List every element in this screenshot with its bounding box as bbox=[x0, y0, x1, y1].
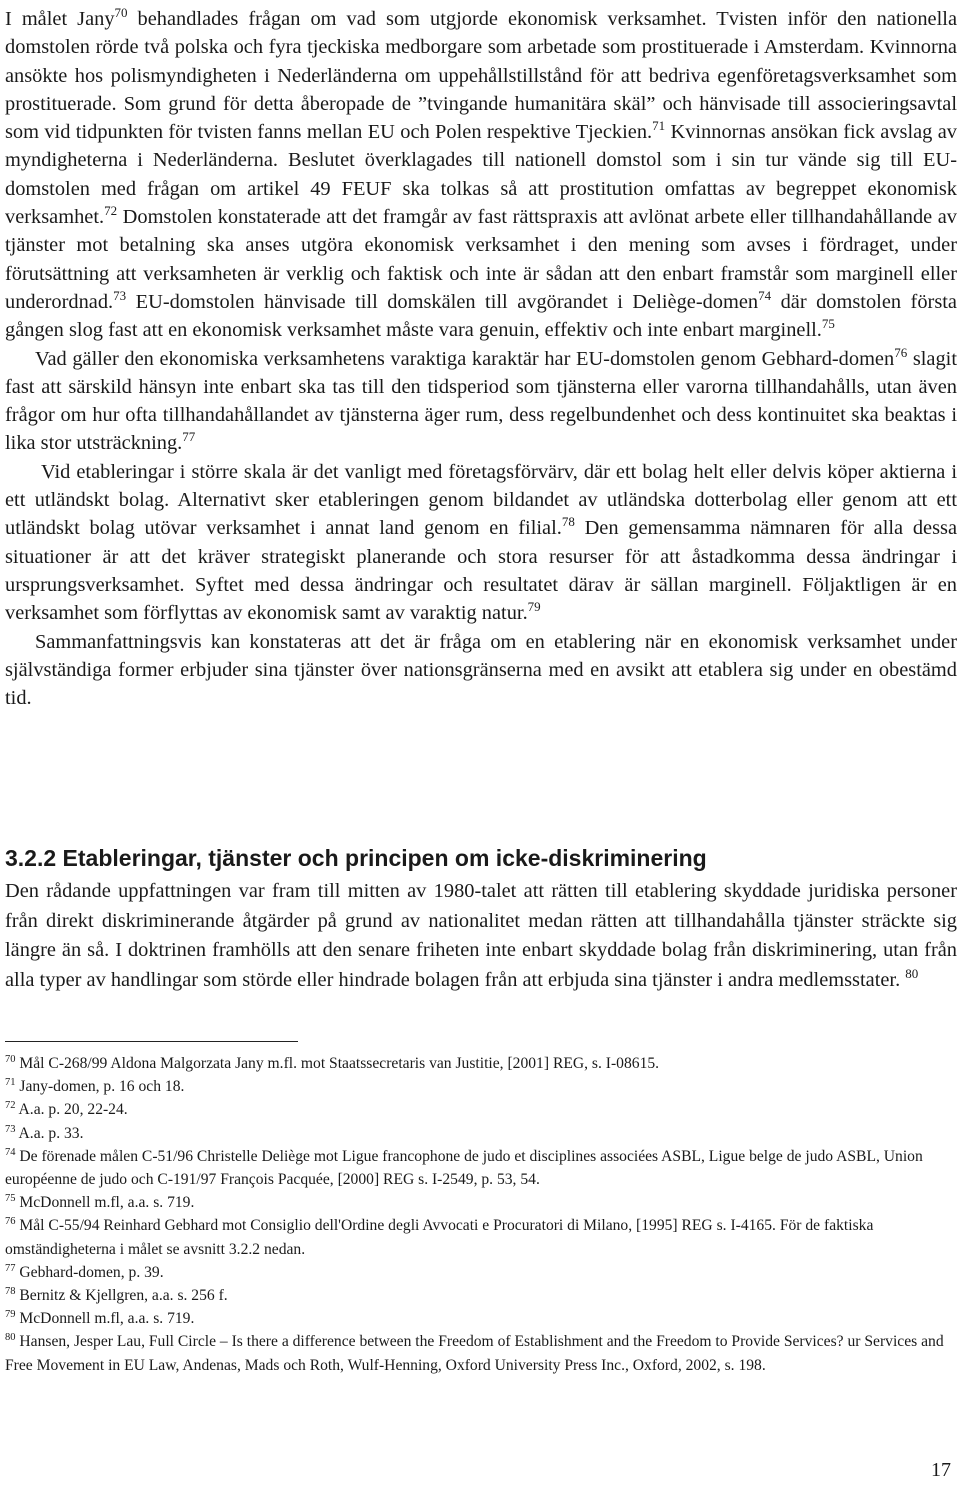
footnote-reference: 74 bbox=[758, 287, 772, 303]
footnote-reference: 80 bbox=[905, 965, 919, 981]
footnote-text: Hansen, Jesper Lau, Full Circle – Is there a difference between the Freedom of Establishment and the Freedom to Provide Services? ur Services and Free Movement in EU Law, Andenas, Mads och Roth, Wulf-Henning, Oxford University Press Inc., Oxford, 2002, s. 198. bbox=[5, 1333, 944, 1374]
footnote bbox=[5, 1052, 955, 1075]
footnote bbox=[5, 1284, 955, 1307]
footnote bbox=[5, 1261, 955, 1284]
page-number: 17 bbox=[931, 1459, 951, 1481]
footnote-text: McDonnell m.fl, a.a. s. 719. bbox=[15, 1310, 195, 1328]
footnote-number: 75 bbox=[5, 1193, 16, 1205]
footnote-number: 77 bbox=[5, 1262, 16, 1274]
footnote-number: 76 bbox=[5, 1216, 16, 1228]
footnote bbox=[5, 1214, 955, 1260]
text-run: Den gemensamma nämnaren för alla dessa situationer är att det kräver strategiskt planerande och stora resurser för att åstadkomma dessa ändringar i ursprungsverksamhet. Syftet med dessa ändringar och resultatet därav är sällan marginell. Följaktligen är en verksamhet som förflyttas av ekonomisk samt av varaktig natur. bbox=[5, 517, 957, 625]
section-body-text bbox=[5, 877, 957, 995]
text-run: EU-domstolen hänvisade till domskälen till avgörandet i Deliège-domen bbox=[126, 290, 759, 313]
paragraph bbox=[5, 628, 957, 713]
footnote-text: A.a. p. 20, 22-24. bbox=[15, 1101, 128, 1119]
footnote-text: A.a. p. 33. bbox=[15, 1124, 84, 1142]
footnote-text: De förenade målen C-51/96 Christelle Deliège mot Ligue francophone de judo et disciplines associées ASBL, Ligue belge de judo ASBL, Union européenne de judo och C-191/97 François Pacquée, [2000] REG s. I-2549, p. 53, 54. bbox=[5, 1147, 923, 1189]
footnote bbox=[5, 1098, 955, 1121]
text-run: Sammanfattningsvis kan konstateras att det är fråga om en etablering när en ekonomisk verksamhet under självständiga former erbjuder sina tjänster över nationsgränserna med en avsikt att etablera sig under en obestämd tid. bbox=[5, 630, 957, 710]
paragraph bbox=[5, 458, 957, 628]
text-run: slagit fast att särskild hänsyn inte enbart ska tas till den tidsperiod som tjänsterna eller varorna tillhandahålls, utan även frågor om hur ofta tillhandahållandet av tjänsterna äger rum, dess regelbundenhet och dess kontinuitet ska beaktas i lika stor utsträckning. bbox=[5, 347, 957, 455]
footnote-number: 71 bbox=[5, 1077, 16, 1089]
footnote-text: Bernitz & Kjellgren, a.a. s. 256 f. bbox=[15, 1287, 228, 1305]
footnote-text: Jany-domen, p. 16 och 18. bbox=[15, 1078, 185, 1096]
footnote-number: 73 bbox=[5, 1123, 16, 1135]
text-run: I målet Jany bbox=[5, 8, 115, 30]
footnote bbox=[5, 1307, 955, 1330]
body-text bbox=[5, 5, 957, 712]
footnote-reference: 75 bbox=[821, 316, 835, 332]
paragraph bbox=[5, 5, 957, 345]
footnote-reference: 78 bbox=[561, 514, 575, 530]
footnote-number: 70 bbox=[5, 1054, 16, 1065]
footnote-reference: 72 bbox=[104, 203, 118, 219]
text-run: Vad gäller den ekonomiska verksamhetens varaktiga karaktär har EU-domstolen genom Gebhard-domen bbox=[35, 347, 895, 370]
footnote-reference: 70 bbox=[114, 5, 128, 20]
footnote-separator bbox=[5, 1041, 298, 1042]
footnote bbox=[5, 1330, 955, 1376]
footnote bbox=[5, 1145, 955, 1191]
footnote-number: 79 bbox=[5, 1309, 16, 1321]
text-run: Kvinnornas ansökan fick avslag av myndigheterna i Nederländerna. Beslutet överklagades till nationell domstol som i sin tur vände sig till EU-domstolen med frågan om artikel 49 FEUF ska tolkas så att prostitution omfattas av begreppet ekonomisk verksamhet. bbox=[5, 121, 957, 229]
footnotes bbox=[5, 1052, 955, 1377]
text-run: där domstolen första gången slog fast att en ekonomisk verksamhet måste vara genuin, effektiv och inte enbart marginell. bbox=[5, 290, 957, 342]
footnote-reference: 71 bbox=[652, 118, 666, 134]
footnote-text: Mål C-268/99 Aldona Malgorzata Jany m.fl. mot Staatssecretaris van Justitie, [2001] REG, s. I-08615. bbox=[15, 1055, 660, 1072]
footnote-number: 80 bbox=[5, 1332, 16, 1344]
footnote-number: 72 bbox=[5, 1100, 16, 1112]
footnote-number: 78 bbox=[5, 1286, 16, 1298]
footnote-number: 74 bbox=[5, 1146, 16, 1158]
footnote-reference: 73 bbox=[113, 287, 127, 303]
text-run: Den rådande uppfattningen var fram till mitten av 1980-talet att rätten till etablering skyddade juridiska personer från direkt diskriminerande åtgärder på grund av nationalitet medan rätten att tillhandahålla tjänster sträckte sig längre än så. I doktrinen framhölls att den senare friheten inte enbart skyddade bolag från diskriminering, utan från alla typer av handlingar som störde eller hindrade bolagen från att erbjuda sina tjänster i andra medlemsstater. bbox=[5, 880, 957, 991]
footnote-reference: 77 bbox=[182, 429, 196, 445]
text-run: Vid etableringar i större skala är det vanligt med företagsförvärv, där ett bolag helt eller delvis köper aktierna i ett utländskt bolag. Alternativt sker etableringen genom bildandet av utländska dotterbolag eller genom att ett utländskt bolag utövar verksamhet i annat land genom en filial. bbox=[5, 460, 957, 540]
footnote bbox=[5, 1075, 955, 1098]
footnote-reference: 76 bbox=[894, 344, 908, 360]
footnote-text: McDonnell m.fl, a.a. s. 719. bbox=[15, 1194, 195, 1212]
section-heading: 3.2.2 Etableringar, tjänster och principen om icke-diskriminering bbox=[5, 845, 707, 871]
footnote bbox=[5, 1122, 955, 1145]
paragraph bbox=[5, 877, 957, 995]
text-run: Domstolen konstaterade att det framgår av fast rättspraxis att avlönat arbete eller tillhandahållande av tjänster mot betalning ska anses utgöra ekonomisk verksamhet i den mening som avses i fördraget, under förutsättning att verksamheten är verklig och faktisk och inte är sådan att den enbart framstår som marginell eller underordnad. bbox=[5, 206, 957, 313]
footnote-reference: 79 bbox=[527, 599, 541, 615]
footnote-text: Gebhard-domen, p. 39. bbox=[15, 1263, 164, 1281]
paragraph bbox=[5, 345, 957, 458]
footnote bbox=[5, 1191, 955, 1214]
text-run: behandlades frågan om vad som utgjorde ekonomisk verksamhet. Tvisten inför den nationella domstolen rörde två polska och fyra tjeckiska medborgare som arbetade som prostituerade i Amsterdam. Kvinnorna ansökte hos polismyndigheten i Nederländerna om uppehållstillstånd för att bedriva egenföretagsverksamhet som prostituerade. Som grund för detta åberopade de ”tvingande humanitära skäl” och hänvisade till associeringsavtal som vid tidpunkten för tvisten fanns mellan EU och Polen respektive Tjeckien. bbox=[5, 8, 957, 144]
footnote-text: Mål C-55/94 Reinhard Gebhard mot Consiglio dell'Ordine degli Avvocati e Procuratori di Milano, [1995] REG s. I-4165. För de faktiska omständigheterna i målet se avsnitt 3.2.2 nedan. bbox=[5, 1217, 874, 1258]
